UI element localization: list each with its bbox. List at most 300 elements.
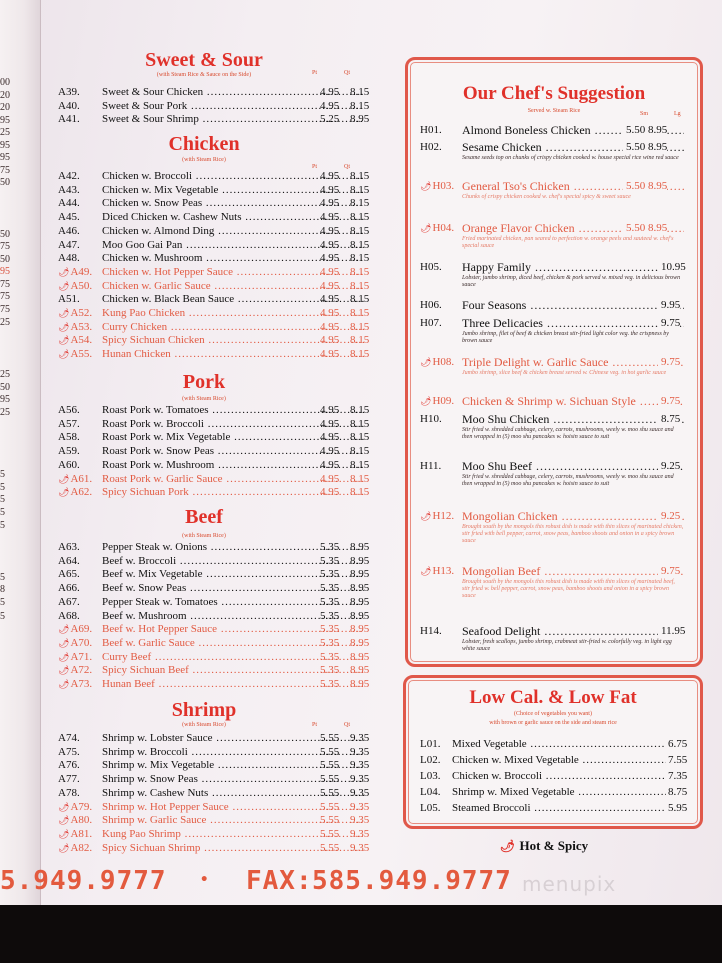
edge-price-fragment: 95: [0, 266, 10, 277]
item-code: [420, 356, 454, 369]
column-header-quart: Qt: [344, 70, 350, 76]
edge-price-fragment: 50: [0, 382, 10, 393]
item-name: Hunan Beef .....: [102, 678, 364, 691]
item-code-text: A49.: [70, 265, 93, 278]
item-name: Triple Delight w. Garlic Sauce .....: [462, 356, 684, 369]
price-quart: 8.95: [350, 554, 370, 567]
item-code-text: A46.: [58, 224, 80, 237]
menu-item-row: [58, 279, 370, 293]
item-code-text: A77.: [58, 773, 80, 786]
item-name: Spicy Sichuan Chicken .....: [102, 334, 364, 347]
left-column: [44, 0, 370, 905]
edge-price-fragment: 8: [0, 584, 5, 595]
item-code-text: A66.: [58, 582, 80, 595]
low-cal-item: [420, 754, 688, 767]
item-code: [58, 86, 88, 99]
item-code: [420, 625, 442, 638]
item-code-text: A69.: [70, 623, 93, 636]
item-name: Sesame Chicken .....: [462, 141, 684, 154]
edge-price-fragment: 5: [0, 482, 5, 493]
menu-item-row: [58, 334, 370, 347]
item-name: Curry Beef .....: [102, 651, 364, 664]
menu-item-row: [58, 486, 370, 499]
item-code-text: H01.: [420, 124, 442, 136]
item-name: Happy Family .....: [462, 261, 684, 274]
price-quart: 8.95: [350, 623, 370, 636]
item-code: [58, 320, 93, 334]
chili-pepper-icon: 🌶︎: [420, 566, 432, 576]
price-quart: 9.35: [350, 732, 370, 744]
low-cal-subtitle-2: with brown or garlic sauce on the side and steam rice: [489, 720, 617, 726]
item-description: Chunks of crispy chicken cooked w. chef's special spicy & sweet sauce: [462, 194, 631, 200]
item-price: 9.25: [658, 510, 680, 523]
chili-pepper-icon: 🌶︎: [58, 815, 70, 826]
item-code: [58, 841, 93, 855]
edge-price-fragment: 50: [0, 177, 10, 188]
price-pint: 5.55: [320, 827, 340, 840]
item-code-text: A50.: [70, 279, 93, 292]
item-code: [58, 445, 88, 458]
item-code: [58, 431, 88, 444]
item-code: [58, 293, 88, 306]
item-name: Shrimp w. Hot Pepper Sauce .....: [102, 801, 364, 814]
chili-pepper-icon: 🌶︎: [58, 335, 70, 346]
item-name: Chicken w. Mixed Vegetable .....: [452, 754, 672, 767]
price-pint: 5.55: [320, 800, 340, 813]
price-pint: 5.55: [320, 841, 340, 854]
item-name: Roast Pork w. Garlic Sauce .....: [102, 473, 364, 486]
item-name: Chicken w. Hot Pepper Sauce .....: [102, 266, 364, 279]
item-code: [58, 334, 93, 347]
separator-dot: •: [200, 872, 210, 888]
price-pint: 5.35: [320, 650, 340, 663]
item-code-text: A76.: [58, 759, 80, 772]
price-quart: 8.15: [350, 293, 370, 306]
price-pint: 5.35: [320, 609, 340, 622]
chili-pepper-icon: 🌶︎: [420, 181, 432, 191]
price-pint: 5.55: [320, 732, 340, 744]
price-pint: 5.55: [320, 786, 340, 799]
item-code: [58, 418, 88, 431]
beef-section-title: Beef: [185, 506, 223, 528]
menu-item-row: [58, 541, 370, 554]
menu-item-row: [58, 265, 370, 279]
item-code-text: A74.: [58, 732, 80, 744]
price-quart: 8.95: [350, 595, 370, 608]
chili-pepper-icon: 🌶︎: [58, 801, 70, 812]
item-code-text: A41.: [58, 113, 80, 126]
edge-price-fragment: 75: [0, 291, 10, 302]
price-quart: 8.15: [350, 86, 370, 98]
item-code: [58, 541, 88, 554]
price-pint: 5.35: [320, 636, 340, 649]
price-pint: 5.55: [320, 759, 340, 772]
price-pint: 5.35: [320, 678, 340, 690]
price-pint: 4.95: [320, 348, 340, 361]
price-pint: 5.25: [320, 113, 340, 126]
item-price: 9.95: [658, 299, 680, 312]
edge-price-fragment: 95: [0, 152, 10, 163]
price-quart: 9.35: [350, 745, 370, 758]
item-name: Shrimp w. Garlic Sauce .....: [102, 814, 364, 827]
item-name: Chicken w. Garlic Sauce .....: [102, 280, 364, 293]
item-name: Chicken w. Almond Ding .....: [102, 225, 364, 238]
price-quart: 8.15: [350, 252, 370, 265]
price-pint: 4.95: [320, 431, 340, 444]
menu-item-row: [58, 445, 370, 458]
chili-pepper-icon: 🌶︎: [58, 651, 70, 662]
low-cal-box: [403, 675, 703, 829]
item-price: 5.50 8.95: [623, 124, 667, 137]
low-cal-item: [420, 770, 688, 783]
item-name: Chicken w. Mix Vegetable .....: [102, 184, 364, 197]
price-quart: 8.15: [350, 431, 370, 444]
item-name: Beef w. Snow Peas .....: [102, 582, 364, 595]
item-price: 5.50 8.95: [623, 222, 667, 235]
price-quart: 8.95: [350, 678, 370, 690]
item-name: Chicken w. Broccoli .....: [452, 770, 672, 783]
menu-item-row: [58, 650, 370, 664]
item-code-text: A81.: [70, 827, 93, 840]
item-code-text: A44.: [58, 197, 80, 210]
item-code: [58, 678, 93, 691]
menu-item-row: [58, 609, 370, 623]
item-code: [420, 141, 442, 154]
item-code-text: A63.: [58, 541, 80, 553]
item-description: Brought south by the mongols this robust dish is made with thin slices of marinated chicken, stir fried with bell pepper, carrot, snow peas, bamboo shoots and onion in a spicy brown sauce: [462, 524, 684, 544]
item-code: [58, 582, 88, 595]
item-name: Beef w. Broccoli .....: [102, 555, 364, 568]
item-name: Shrimp w. Broccoli .....: [102, 746, 364, 759]
item-code: [58, 472, 93, 486]
chef-suggestion-box: [405, 57, 703, 667]
price-pint: 5.35: [320, 582, 340, 595]
item-description: Sesame seeds top on chunks of crispy chicken cooked w. house special rice wine red sauce: [462, 155, 679, 161]
item-price: 9.75: [658, 395, 680, 408]
chili-pepper-icon: 🌶︎: [420, 357, 432, 367]
item-code-text: A48.: [58, 252, 80, 265]
menu-item-row: [58, 183, 370, 197]
item-name: Shrimp w. Lobster Sauce .....: [102, 732, 364, 745]
menu-item-row: [58, 170, 370, 183]
item-price: 5.50 8.95: [623, 180, 667, 193]
low-cal-subtitle: (Choice of vegetables you want): [514, 711, 592, 717]
price-quart: 8.15: [350, 445, 370, 458]
chili-pepper-icon: 🌶︎: [58, 624, 70, 635]
item-code: [58, 555, 88, 568]
price-pint: 4.95: [320, 458, 340, 471]
item-price: 11.95: [658, 625, 685, 638]
item-name: Kung Pao Shrimp .....: [102, 828, 364, 841]
item-code: [420, 124, 442, 137]
price-pint: 4.95: [320, 417, 340, 430]
item-code: [58, 623, 93, 636]
item-code-text: A40.: [58, 99, 80, 112]
item-name: Roast Pork w. Snow Peas .....: [102, 445, 364, 458]
item-code-text: A47.: [58, 238, 80, 251]
chili-pepper-icon: 🌶︎: [420, 223, 432, 233]
item-description: Stir fried w. shredded cabbage, celery, carrots, mushrooms, weely w. moo shu sauce and then wrapped in (5) moo shu pancakes w. hoisin sauce to suit: [462, 427, 674, 440]
item-code: [58, 636, 93, 650]
menu-item-row: [58, 238, 370, 252]
price-pint: 4.95: [320, 99, 340, 112]
price-pint: 5.35: [320, 568, 340, 581]
item-code: [420, 222, 454, 235]
price-pint: 5.55: [320, 773, 340, 786]
price-quart: 8.15: [350, 238, 370, 251]
edge-price-fragment: 95: [0, 140, 10, 151]
item-code: L02.: [420, 754, 441, 766]
item-name: Moo Shu Beef .....: [462, 460, 684, 473]
price-pint: 4.95: [320, 486, 340, 499]
item-code-text: H09.: [432, 395, 455, 407]
item-code: [420, 180, 454, 193]
item-name: Kung Pao Chicken .....: [102, 307, 364, 320]
item-code: [58, 459, 88, 472]
chili-pepper-icon: 🌶︎: [58, 828, 70, 839]
edge-price-fragment: 5: [0, 611, 5, 622]
item-code: L04.: [420, 786, 441, 798]
price-quart: 8.95: [350, 568, 370, 581]
low-cal-item: [420, 786, 688, 799]
item-code: [58, 827, 93, 841]
price-pint: 4.95: [320, 252, 340, 265]
item-code-text: A65.: [58, 568, 80, 581]
item-name: Almond Boneless Chicken .....: [462, 124, 684, 137]
pork-section-subtitle: (with Steam Rice): [182, 396, 226, 402]
item-code: [58, 184, 88, 197]
menu-item-row: [58, 307, 370, 320]
item-name: Chicken w. Snow Peas .....: [102, 197, 364, 210]
item-name: Chicken & Shrimp w. Sichuan Style .....: [462, 395, 684, 408]
item-code-text: H07.: [420, 317, 442, 329]
edge-price-fragment: 50: [0, 254, 10, 265]
column-header-small: Sm: [640, 111, 649, 117]
item-price: 8.75: [658, 413, 680, 426]
item-name: Roast Pork w. Broccoli .....: [102, 418, 364, 431]
item-code-text: A68.: [58, 609, 80, 622]
item-code-text: H14.: [420, 625, 442, 637]
price-quart: 8.15: [350, 404, 370, 416]
edge-price-fragment: 25: [0, 317, 10, 328]
price-pint: 5.35: [320, 664, 340, 677]
item-description: Jumbo shrimp, slice beef & chicken breast served w. Chinese veg. in hot garlic sauce: [462, 370, 667, 376]
price-quart: 8.95: [350, 609, 370, 622]
item-code: [58, 650, 93, 664]
edge-price-fragment: 5: [0, 572, 5, 583]
menu-item-row: [58, 211, 370, 224]
hot-spicy-label: Hot & Spicy: [519, 838, 589, 853]
item-name: Beef w. Mix Vegetable .....: [102, 568, 364, 581]
chili-pepper-icon: 🌶︎: [58, 665, 70, 676]
item-code: [58, 197, 88, 210]
item-code: [58, 239, 88, 252]
price-pint: 4.95: [320, 404, 340, 416]
price-quart: 9.35: [350, 773, 370, 786]
price-quart: 9.35: [350, 786, 370, 799]
price-pint: 4.95: [320, 320, 340, 333]
edge-price-fragment: 25: [0, 369, 10, 380]
item-price: 7.35: [668, 770, 688, 782]
item-code-text: A57.: [58, 417, 80, 430]
menu-item-row: [58, 759, 370, 772]
edge-price-fragment: 25: [0, 127, 10, 138]
item-code-text: A51.: [58, 293, 80, 306]
item-code-text: A62.: [70, 486, 93, 499]
price-quart: 8.15: [350, 458, 370, 471]
item-name: Steamed Broccoli .....: [452, 802, 672, 815]
price-quart: 8.95: [350, 113, 370, 126]
sweet-sour-section-title: Sweet & Sour: [145, 49, 263, 71]
item-code: L03.: [420, 770, 441, 782]
price-quart: 8.95: [350, 650, 370, 663]
item-code: [420, 395, 454, 408]
price-pint: 5.55: [320, 745, 340, 758]
chef-suggestion-title: Our Chef's Suggestion: [462, 83, 646, 104]
price-pint: 4.95: [320, 279, 340, 292]
item-name: Shrimp w. Mixed Vegetable .....: [452, 786, 672, 799]
menu-item-row: [58, 636, 370, 650]
item-name: Pepper Steak w. Onions .....: [102, 541, 364, 554]
item-code: L01.: [420, 738, 441, 750]
edge-price-fragment: 5: [0, 469, 5, 480]
item-name: Spicy Sichuan Shrimp .....: [102, 842, 364, 855]
edge-price-fragment: 75: [0, 279, 10, 290]
item-code: [58, 814, 93, 827]
item-code: [58, 252, 88, 265]
menu-item-row: [58, 786, 370, 800]
item-name: Diced Chicken w. Cashew Nuts .....: [102, 211, 364, 224]
edge-price-fragment: 75: [0, 241, 10, 252]
item-name: Moo Shu Chicken .....: [462, 413, 684, 426]
item-name: Beef w. Hot Pepper Sauce .....: [102, 623, 364, 636]
menu-item-row: [58, 348, 370, 361]
menu-item-row: [58, 417, 370, 431]
item-name: Shrimp w. Snow Peas .....: [102, 773, 364, 786]
item-name: Shrimp w. Mix Vegetable .....: [102, 759, 364, 772]
menu-item-row: [58, 320, 370, 334]
item-description: Lobster, jumbo shrimp, diced beef, chicken & pork served w. mixed veg. in delicious brown sauce: [462, 275, 681, 288]
chili-pepper-icon: 🌶︎: [58, 349, 70, 360]
item-name: Shrimp w. Cashew Nuts .....: [102, 787, 364, 800]
item-price: 8.75: [668, 786, 688, 798]
item-code-text: H10.: [420, 413, 442, 425]
price-pint: 4.95: [320, 293, 340, 306]
price-quart: 8.95: [350, 582, 370, 595]
item-price: 6.75: [668, 738, 688, 750]
menu-item-row: [58, 664, 370, 677]
chili-pepper-icon: 🌶︎: [58, 280, 70, 291]
chicken-section-title: Chicken: [168, 133, 240, 155]
price-quart: 8.15: [350, 307, 370, 319]
price-quart: 9.35: [350, 759, 370, 772]
edge-price-fragment: 75: [0, 304, 10, 315]
item-code-text: A82.: [70, 841, 93, 854]
item-code: [420, 261, 442, 274]
chili-pepper-icon: 🌶︎: [58, 637, 70, 648]
item-name: Spicy Sichuan Beef .....: [102, 664, 364, 677]
item-description: Fried marinated chicken, pan seared to perfection w. orange peels and sauteed w. chef's special sauce: [462, 236, 674, 249]
edge-price-fragment: 5: [0, 597, 5, 608]
menu-item-row: [58, 773, 370, 786]
item-code-text: A39.: [58, 86, 80, 98]
price-pint: 4.95: [320, 170, 340, 182]
menu-item-row: [58, 404, 370, 417]
item-name: Chicken w. Broccoli .....: [102, 170, 364, 183]
price-quart: 9.35: [350, 841, 370, 854]
sweet-sour-section-subtitle: (with Steam Rice & Sauce on the Side): [156, 72, 252, 78]
pork-section-title: Pork: [182, 371, 226, 393]
item-name: Sweet & Sour Chicken .....: [102, 86, 364, 99]
item-name: General Tso's Chicken .....: [462, 180, 684, 193]
item-code-text: H11.: [420, 460, 442, 472]
item-name: Three Delicacies .....: [462, 317, 684, 330]
item-code-text: A72.: [70, 664, 93, 677]
edge-price-fragment: 5: [0, 520, 5, 531]
item-code-text: A42.: [58, 170, 80, 182]
price-pint: 4.95: [320, 211, 340, 224]
column-header-large: Lg: [674, 111, 681, 117]
price-quart: 8.95: [350, 664, 370, 677]
menu-item-row: [58, 458, 370, 472]
menu-item-row: [58, 582, 370, 595]
chili-pepper-icon: 🌶︎: [58, 473, 70, 484]
menu-item-row: [58, 800, 370, 814]
item-code: [58, 211, 88, 224]
price-quart: 8.15: [350, 334, 370, 347]
price-quart: 8.15: [350, 348, 370, 361]
item-name: Beef w. Mushroom .....: [102, 610, 364, 623]
item-code: [420, 510, 454, 523]
item-code-text: A78.: [58, 786, 80, 799]
menu-item-row: [58, 841, 370, 855]
price-quart: 8.15: [350, 320, 370, 333]
item-name: Chicken w. Mushroom .....: [102, 252, 364, 265]
column-header-quart: Qt: [344, 722, 350, 728]
item-code-text: A55.: [70, 348, 93, 361]
fax-label: FAX:: [246, 866, 313, 896]
price-pint: 4.95: [320, 238, 340, 251]
price-quart: 8.15: [350, 417, 370, 430]
item-code-text: A75.: [58, 745, 80, 758]
low-cal-item: [420, 802, 688, 815]
item-code: [58, 348, 93, 361]
chili-pepper-icon: 🌶︎: [58, 487, 70, 498]
item-name: Roast Pork w. Tomatoes .....: [102, 404, 364, 417]
chef-suggestion-subtitle: Served w. Steam Rice: [527, 108, 581, 114]
menu-item-row: [58, 827, 370, 841]
item-code-text: A45.: [58, 211, 80, 224]
item-price: 7.55: [668, 754, 688, 766]
item-name: Seafood Delight .....: [462, 625, 684, 638]
item-code: [420, 299, 442, 312]
price-quart: 8.15: [350, 486, 370, 499]
chili-pepper-icon: 🌶︎: [500, 839, 516, 853]
low-cal-title: Low Cal. & Low Fat: [469, 687, 637, 708]
edge-price-fragment: 5: [0, 507, 5, 518]
menu-item-row: [58, 595, 370, 609]
edge-price-fragment: 75: [0, 165, 10, 176]
item-description: Lobster, fresh scallops, jumbo shrimp, crabmeat stir-fried w. colorfully veg. in light egg white sauce: [462, 639, 672, 652]
price-pint: 4.95: [320, 307, 340, 319]
menu-item-row: [58, 678, 370, 691]
item-code-text: H03.: [432, 180, 455, 192]
item-price: 9.75: [658, 317, 680, 330]
fax-number: 585.949.9777: [312, 866, 512, 896]
item-price: 9.75: [658, 356, 680, 369]
menu-item-row: [58, 86, 370, 99]
item-code-text: A53.: [70, 320, 93, 333]
